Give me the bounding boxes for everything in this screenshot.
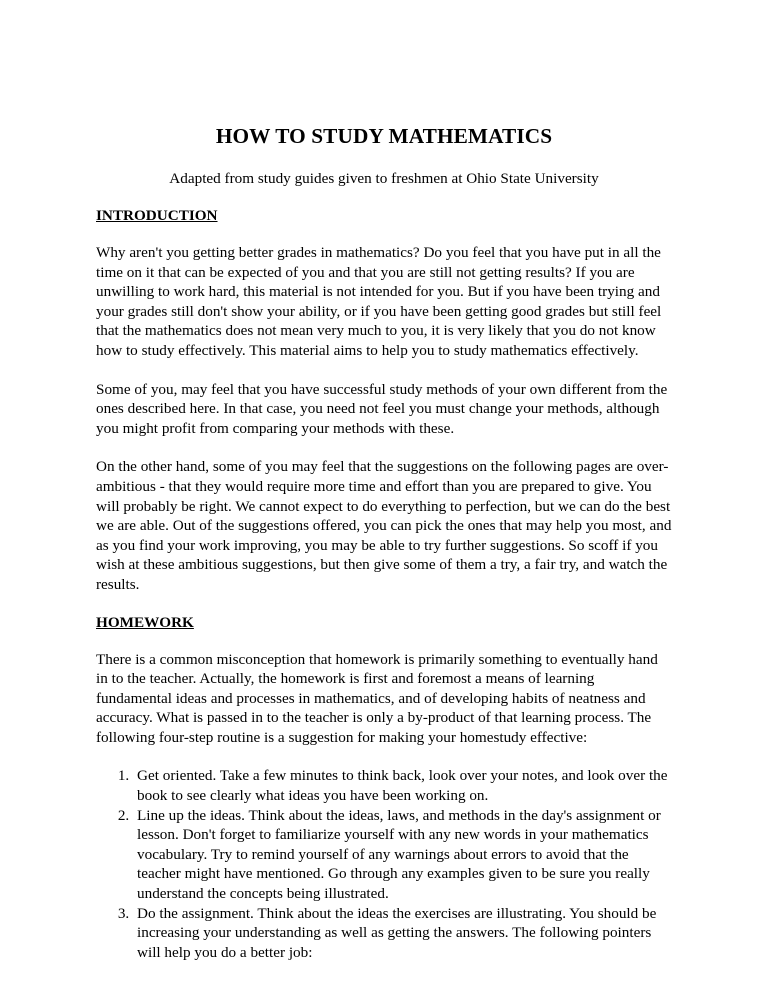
- introduction-heading: INTRODUCTION: [96, 207, 218, 224]
- homework-step-1: 1. Get oriented. Take a few minutes to think back, look over your notes, and look over the book to see clearly what ideas you have been working on.: [133, 766, 672, 805]
- homework-paragraph: There is a common misconception that homework is primarily something to eventually hand in to the teacher. Actually, the homework is first and foremost a means of learning fundamental ideas and processes in mathematics, and of developing habits of neatness and accuracy. What is passed in to the teacher is only a by-product of that learning process. The following four-step routine is a suggestion for making your homestudy effective:: [96, 650, 658, 746]
- homework-step-3: 3. Do the assignment. Think about the ideas the exercises are illustrating. You should be increasing your understanding as well as getting the answers. The following pointers will help you do a better job:: [133, 904, 672, 963]
- homework-step-2: 2. Line up the ideas. Think about the ideas, laws, and methods in the day's assignment or lesson. Don't forget to familiarize yourself with any new words in your mathematics vocabulary. Try to remind yourself of any warnings about errors to avoid that the teacher might have mentioned. Go through any examples given to be sure you really understand the concepts being illustrated.: [133, 806, 672, 904]
- introduction-paragraph-3: On the other hand, some of you may feel that the suggestions on the following pages are over-ambitious - that they would require more time and effort than you are prepared to give. You will probably be right. We cannot expect to do everything to perfection, but we can do the best we are able. Out of the suggestions offered, you can pick the ones that may help you most, and as you find your work improving, you may be able to try further suggestions. So scoff if you wish at these ambitious suggestions, but then give some of them a try, a fair try, and watch the results.: [96, 458, 672, 593]
- homework-heading: HOMEWORK: [96, 613, 194, 631]
- page-title: HOW TO STUDY MATHEMATICS: [215, 124, 553, 148]
- introduction-paragraph-2: Some of you, may feel that you have successful study methods of your own different from the ones described here. In that case, you need not feel you must change your methods, although you might profit from comparing your methods with these.: [96, 380, 668, 437]
- homework-steps-list: [96, 766, 672, 962]
- page-subtitle: Adapted from study guides given to freshmen at Ohio State University: [169, 170, 599, 187]
- introduction-paragraph-1: Why aren't you getting better grades in mathematics? Do you feel that you have put in all the time on it that can be expected of you and that you are still not getting results? If you are unwilling to work hard, this material is not intended for you. But if you have been trying and your grades still don't show your ability, or if you have been getting good grades but still feel that the mathematics does not mean very much to you, it is very likely that you do not know how to study effectively. This material aims to help you to study mathematics effectively.: [96, 244, 662, 359]
